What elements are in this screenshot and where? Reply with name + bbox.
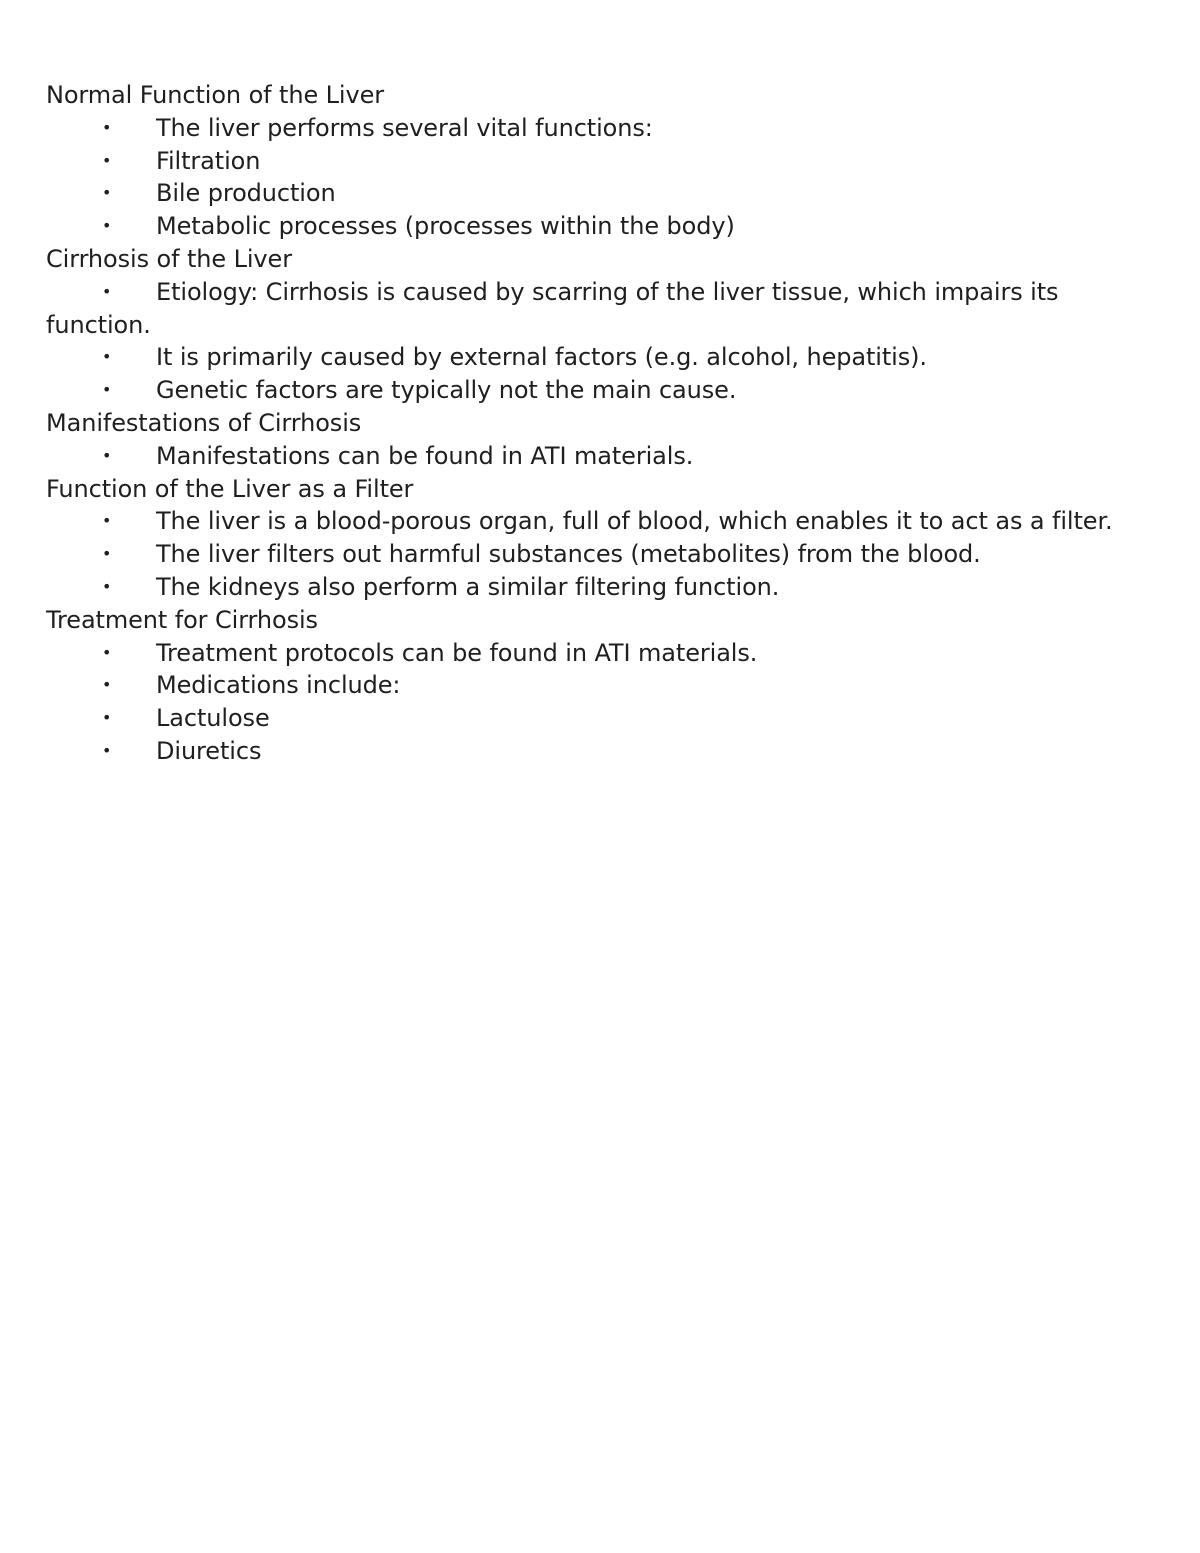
bullet-icon: • xyxy=(102,216,112,236)
section-normal-function xyxy=(46,79,1156,243)
section-heading: Cirrhosis of the Liver xyxy=(46,244,292,273)
section-manifestations xyxy=(46,407,1156,473)
list-item xyxy=(46,637,1156,670)
bullet-icon: • xyxy=(102,675,112,695)
list-item xyxy=(46,341,1156,374)
bullet-icon: • xyxy=(102,380,112,400)
bullet-icon: • xyxy=(102,642,112,662)
list-item xyxy=(46,374,1156,407)
bullet-icon: • xyxy=(102,708,112,728)
bullet-icon: • xyxy=(102,740,112,760)
list-item xyxy=(46,702,1156,735)
list-item xyxy=(46,505,1156,538)
list-item-text: It is primarily caused by external factors (e.g. alcohol, hepatitis). xyxy=(156,343,927,372)
list-item xyxy=(46,210,1156,243)
bullet-icon: • xyxy=(102,117,112,137)
list-item xyxy=(46,145,1156,178)
list-item-text: Etiology: Cirrhosis is caused by scarring of the liver tissue, which impairs its function. xyxy=(46,277,1059,339)
bullet-list xyxy=(46,112,1156,243)
list-item xyxy=(46,112,1156,145)
list-item-text: Medications include: xyxy=(156,671,401,700)
list-item-text: Manifestations can be found in ATI materials. xyxy=(156,441,694,470)
bullet-icon: • xyxy=(102,183,112,203)
list-item-text: Lactulose xyxy=(156,704,270,733)
list-item-text: The liver is a blood-porous organ, full of blood, which enables it to act as a filter. xyxy=(156,507,1113,536)
section-heading: Normal Function of the Liver xyxy=(46,81,385,109)
bullet-list xyxy=(46,505,1156,603)
list-item xyxy=(46,735,1156,768)
list-item-text: The kidneys also perform a similar filtering function. xyxy=(156,572,780,601)
list-item-text: Filtration xyxy=(156,146,261,175)
list-item xyxy=(46,177,1156,210)
list-item-text: The liver performs several vital functions: xyxy=(156,113,653,142)
section-heading: Function of the Liver as a Filter xyxy=(46,474,414,503)
list-item-text: Bile production xyxy=(156,179,336,208)
list-item xyxy=(46,276,1156,342)
list-item xyxy=(46,669,1156,702)
bullet-icon: • xyxy=(102,576,112,596)
bullet-icon: • xyxy=(102,544,112,564)
bullet-icon: • xyxy=(102,511,112,531)
list-item-text: Diuretics xyxy=(156,736,262,765)
document-page xyxy=(46,79,1156,768)
list-item-text: Metabolic processes (processes within the body) xyxy=(156,212,735,241)
section-treatment xyxy=(46,604,1156,768)
list-item-text: Genetic factors are typically not the main cause. xyxy=(156,376,737,405)
bullet-icon: • xyxy=(102,150,112,170)
bullet-icon: • xyxy=(102,445,112,465)
bullet-icon: • xyxy=(102,347,112,367)
bullet-list xyxy=(46,637,1156,768)
list-item xyxy=(46,440,1156,473)
section-heading: Treatment for Cirrhosis xyxy=(46,605,318,634)
list-item xyxy=(46,538,1156,571)
list-item-text: The liver filters out harmful substances (metabolites) from the blood. xyxy=(156,540,981,569)
list-item xyxy=(46,571,1156,604)
list-item-text: Treatment protocols can be found in ATI materials. xyxy=(156,638,758,667)
section-liver-filter xyxy=(46,473,1156,604)
bullet-list xyxy=(46,440,1156,473)
bullet-icon: • xyxy=(102,281,112,301)
section-cirrhosis xyxy=(46,243,1156,407)
bullet-list xyxy=(46,276,1156,407)
section-heading: Manifestations of Cirrhosis xyxy=(46,408,362,437)
